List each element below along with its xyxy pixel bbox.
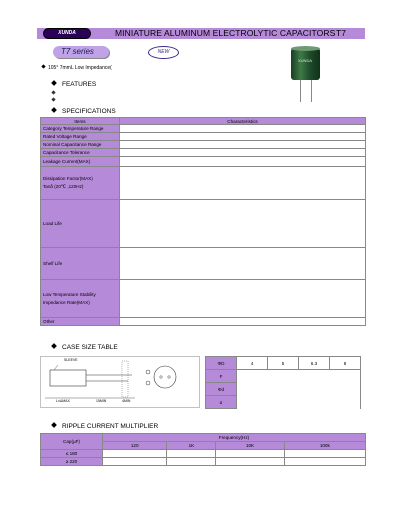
table-row: Rated Voltage Range — [41, 133, 366, 141]
bullet-icon — [51, 90, 55, 94]
table-row: Nominal Capacitance Range — [41, 141, 366, 149]
table-row: Φd — [206, 383, 361, 396]
diamond-icon — [51, 343, 57, 349]
table-row: ≤ 180 — [41, 450, 366, 458]
capacitor-print: XUNDA — [298, 58, 313, 63]
document-title: MINIATURE ALUMINUM ELECTROLYTIC CAPACITORS — [115, 28, 336, 38]
table-header-row — [41, 118, 366, 125]
table-row: Capacitance Tolerance — [41, 149, 366, 157]
features-item — [52, 97, 61, 102]
table-row: α — [206, 396, 361, 409]
ripple-current-table — [40, 433, 366, 466]
capacitor-photo-top — [291, 46, 320, 51]
diamond-icon — [51, 422, 57, 428]
specifications-table — [40, 117, 366, 326]
case-size-heading: CASE SIZE TABLE — [52, 344, 118, 352]
subline: 105° 7mmL Low Impedance( — [42, 65, 112, 71]
table-header: Items — [41, 118, 120, 125]
table-row: Shelf Life — [41, 248, 366, 280]
bullet-icon — [51, 97, 55, 101]
bullet-icon — [41, 64, 45, 68]
table-row: Category Temperature Range — [41, 125, 366, 133]
diamond-icon — [51, 107, 57, 113]
drawing-label-sleeve: SLEEVE — [64, 358, 78, 362]
brand-logo: XUNDA — [43, 28, 91, 39]
table-row: 120 1K 10K 100k — [41, 442, 366, 450]
capacitor-lead — [311, 80, 312, 102]
specifications-heading: SPECIFICATIONS — [52, 108, 116, 116]
table-row: Dissipation Factor(MAX) Tanδ (20℃ ,120Hz) — [41, 167, 366, 200]
table-row: Cap(μF) Frequency(Hz) — [41, 434, 366, 442]
capacitor-lead — [300, 80, 301, 102]
table-row: Other — [41, 318, 366, 326]
table-row: Load Life — [41, 200, 366, 248]
drawing-label-lead2: 4MIN — [122, 399, 131, 403]
features-heading: FEATURES — [52, 81, 96, 89]
series-code: T7 — [336, 28, 346, 38]
diamond-icon — [51, 80, 57, 86]
drawing-label-lead1: 15MIN — [96, 399, 107, 403]
table-row: Leakage Current(MAX) — [41, 157, 366, 167]
ripple-heading: RIPPLE CURRENT MULTIPLIER — [52, 423, 158, 431]
features-item — [52, 90, 61, 95]
table-row: ≥ 220 — [41, 458, 366, 466]
table-row: ΦD 4 5 6.3 8 — [206, 357, 361, 370]
capacitor-photo — [291, 48, 320, 80]
table-header: Characteristics — [120, 118, 366, 125]
new-badge: NEW — [148, 46, 179, 59]
series-label: T7 series — [61, 47, 94, 56]
table-row: Low Temperature Stability Impedance Rate(MAX) — [41, 280, 366, 318]
table-row: F — [206, 370, 361, 383]
drawing-label-length: L±ΔMAX — [56, 399, 70, 403]
case-size-table — [205, 356, 361, 409]
